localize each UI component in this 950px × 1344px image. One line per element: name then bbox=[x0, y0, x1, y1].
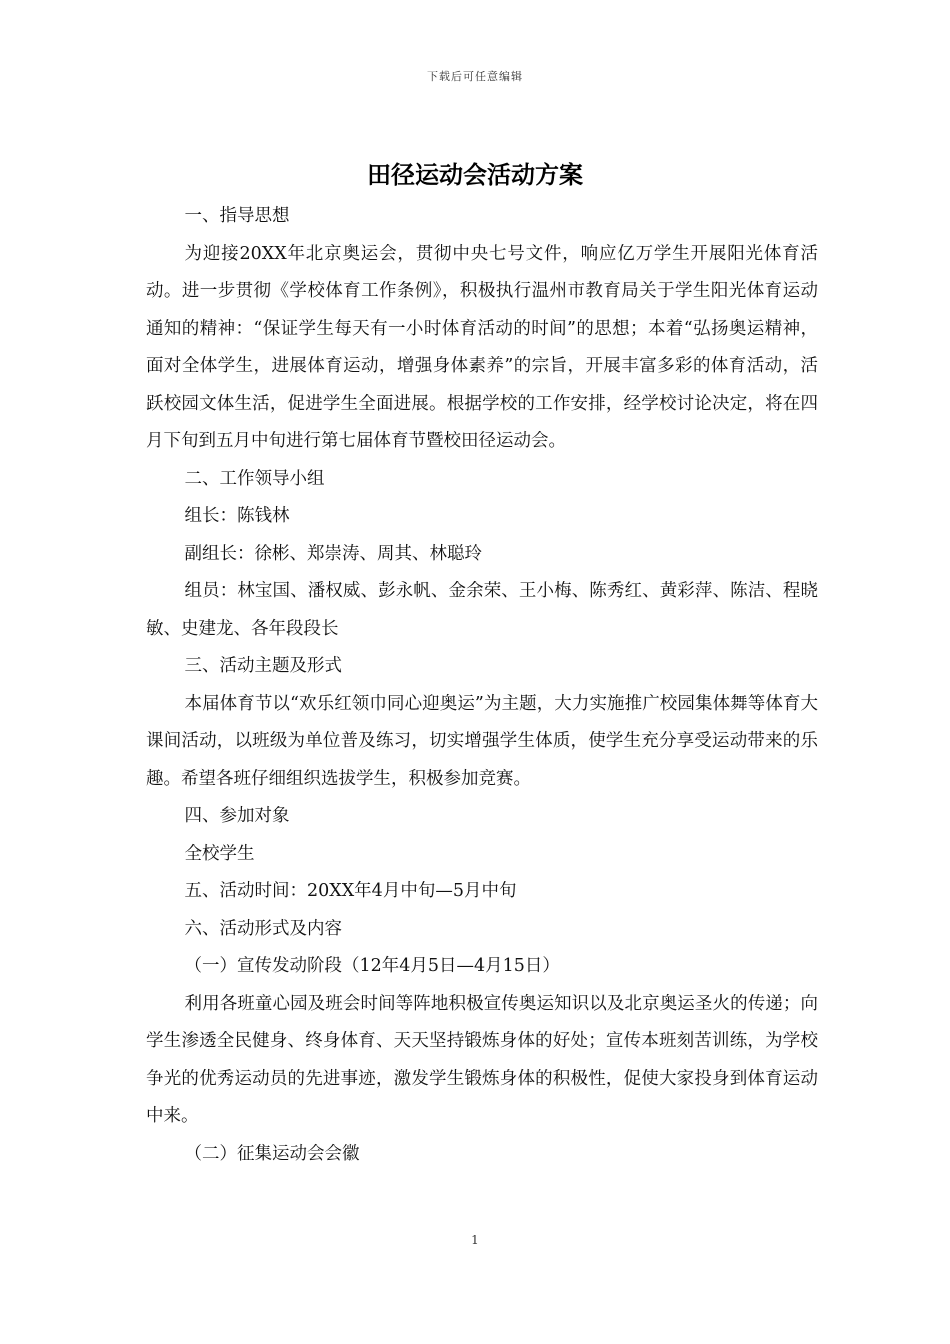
document-title: 田径运动会活动方案 bbox=[367, 160, 583, 189]
paragraph-publicity: 利用各班童心园及班会时间等阵地积极宣传奥运知识以及北京奥运圣火的传递；向学生渗透全民健身、终身体育、天天坚持锻炼身体的好处；宣传本班刻苦训练，为学校争光的优秀运动员的先进事迹，激发学生锻炼身体的积极性，促使大家投身到体育运动中来。 bbox=[146, 993, 818, 1126]
section-heading-theme: 三、活动主题及形式 bbox=[184, 656, 342, 676]
members-line: 组员：林宝国、潘权威、彭永帆、金余荣、王小梅、陈秀红、黄彩萍、陈洁、程晓敏、史建龙、各年段段长 bbox=[146, 581, 818, 639]
section-heading-time: 五、活动时间：20XX年4月中旬—5月中旬 bbox=[184, 881, 517, 901]
subsection-heading-publicity: （一）宣传发动阶段（12年4月5日—4月15日） bbox=[184, 956, 560, 976]
paragraph-guiding-thought: 为迎接20XX年北京奥运会，贯彻中央七号文件，响应亿万学生开展阳光体育活动。进一步贯彻《学校体育工作条例》，积极执行温州市教育局关于学生阳光体育运动通知的精神：“保证学生每天有一小时体育活动的时间”的思想；本着“弘扬奥运精神，面对全体学生，进展体育运动，增强身体素养”的宗旨，开展丰富多彩的体育活动，活跃校园文体生活，促进学生全面进展。根据学校的工作安排，经学校讨论决定，将在四月下旬到五月中旬进行第七届体育节暨校田径运动会。 bbox=[146, 243, 818, 451]
participants-line: 全校学生 bbox=[184, 843, 255, 864]
deputy-leader-line: 副组长：徐彬、郑崇涛、周其、林聪玲 bbox=[184, 543, 482, 564]
section-heading-content: 六、活动形式及内容 bbox=[184, 918, 342, 939]
document-body bbox=[146, 198, 818, 1173]
page-number: 1 bbox=[471, 1233, 479, 1247]
paragraph-theme: 本届体育节以“欢乐红领巾同心迎奥运”为主题，大力实施推广校园集体舞等体育大课间活动，以班级为单位普及练习，切实增强学生体质，使学生充分享受运动带来的乐趣。希望各班仔细组织选拔学生，积极参加竞赛。 bbox=[146, 693, 818, 789]
leader-line: 组长：陈钱林 bbox=[184, 506, 290, 526]
header-note: 下载后可任意编辑 bbox=[427, 70, 523, 83]
subsection-heading-emblem: （二）征集运动会会徽 bbox=[184, 1143, 360, 1164]
section-heading-leadership-group: 二、工作领导小组 bbox=[184, 468, 325, 489]
section-heading-guiding-thought: 一、指导思想 bbox=[184, 206, 290, 226]
section-heading-participants: 四、参加对象 bbox=[184, 806, 290, 826]
